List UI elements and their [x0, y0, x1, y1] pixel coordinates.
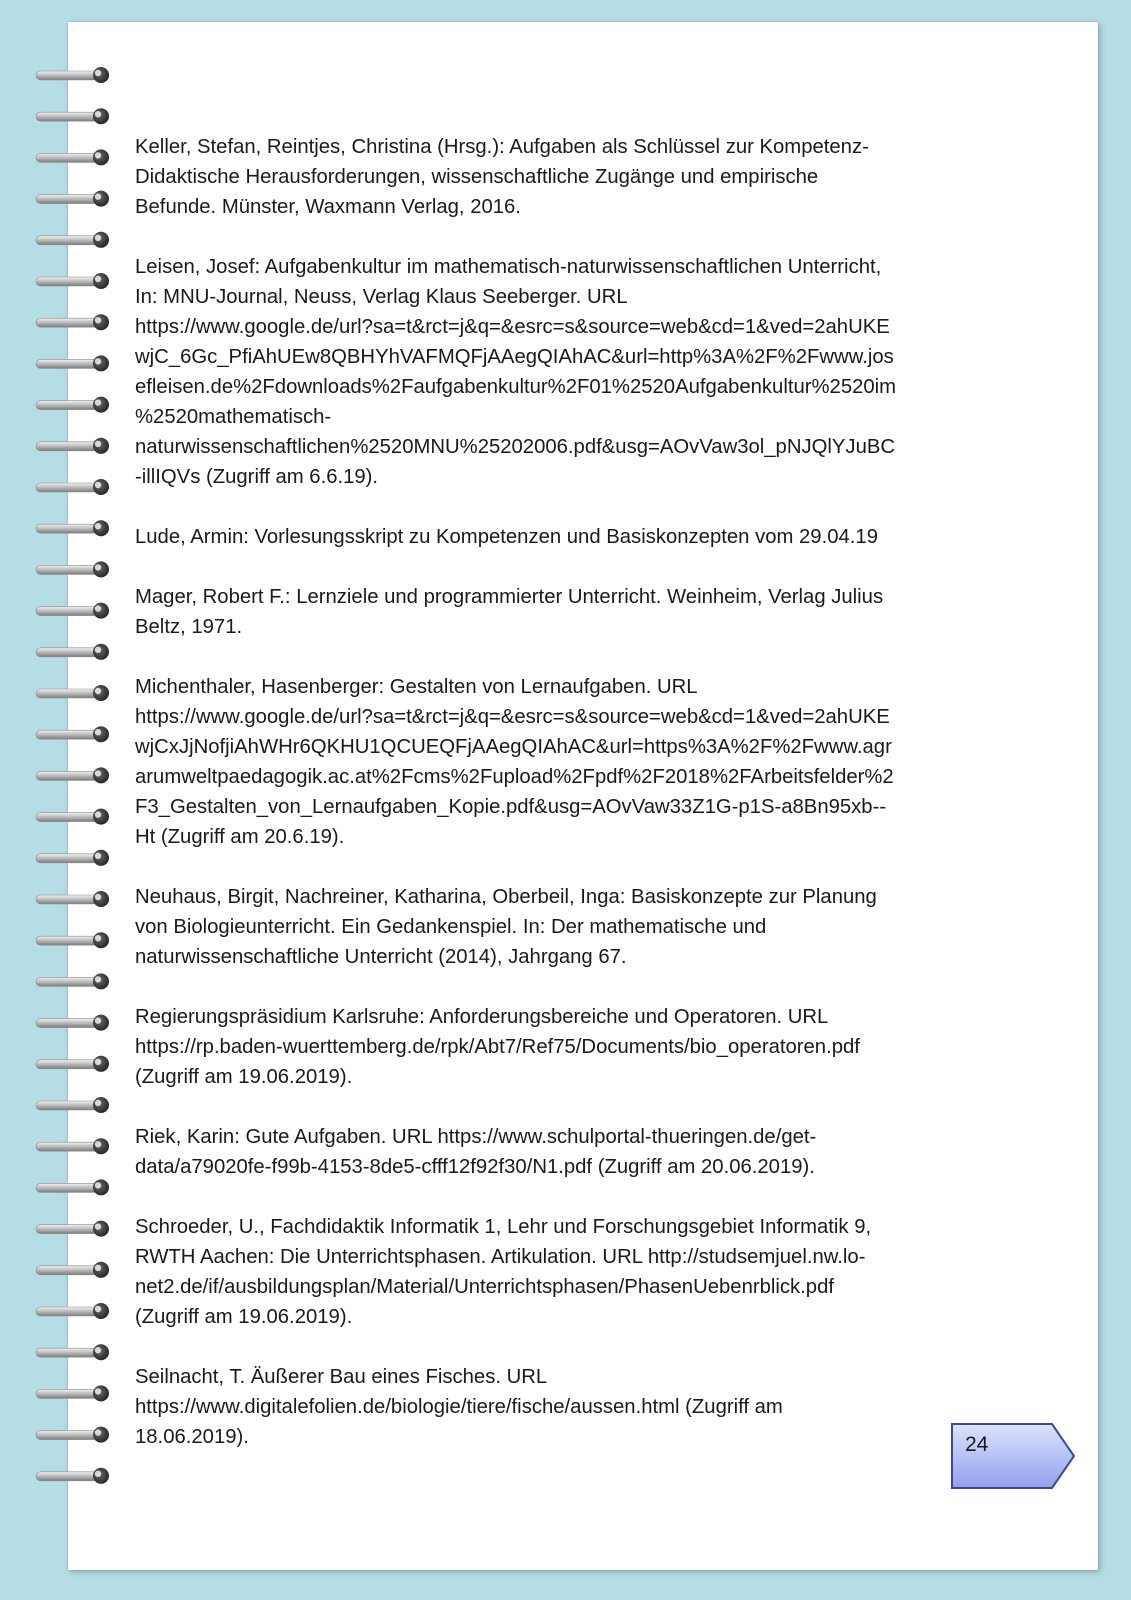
- reference-line: Beltz, 1971.: [135, 616, 243, 638]
- spiral-ring: [36, 932, 109, 948]
- spiral-ring: [36, 67, 109, 83]
- spiral-ring: [36, 1468, 109, 1484]
- reference-line: Schroeder, U., Fachdidaktik Informatik 1, Lehr und Forschungsgebiet Informatik 9,: [135, 1216, 872, 1238]
- spiral-ring: [36, 273, 109, 289]
- reference-entry: [135, 252, 995, 492]
- reference-line: RWTH Aachen: Die Unterrichtsphasen. Artikulation. URL http://studsemjuel.nw.lo-: [135, 1246, 866, 1268]
- reference-line: arumweltpaedagogik.ac.at%2Fcms%2Fupload%2Fpdf%2F2018%2FArbeitsfelder%2: [135, 766, 894, 788]
- spiral-ring: [36, 1097, 109, 1113]
- reference-line: Ht (Zugriff am 20.6.19).: [135, 826, 345, 848]
- reference-line: von Biologieunterricht. Ein Gedankenspiel. In: Der mathematische und: [135, 916, 767, 938]
- reference-entry: [135, 882, 995, 972]
- reference-line: F3_Gestalten_von_Lernaufgaben_Kopie.pdf&usg=AOvVaw33Z1G-p1S-a8Bn95xb--: [135, 796, 887, 818]
- reference-line: https://www.digitalefolien.de/biologie/tiere/fische/aussen.html (Zugriff am: [135, 1396, 783, 1418]
- reference-entry: [135, 582, 995, 642]
- reference-line: Michenthaler, Hasenberger: Gestalten von Lernaufgaben. URL: [135, 676, 698, 698]
- spiral-ring: [36, 1015, 109, 1031]
- spiral-ring: [36, 397, 109, 413]
- spiral-ring: [36, 850, 109, 866]
- spiral-ring: [36, 1138, 109, 1154]
- reference-entry: [135, 1362, 995, 1452]
- reference-entry: [135, 132, 995, 222]
- page-number: 24: [965, 1433, 989, 1456]
- reference-line: net2.de/if/ausbildungsplan/Material/Unterrichtsphasen/PhasenUebenrblick.pdf: [135, 1276, 834, 1298]
- reference-line: Regierungspräsidium Karlsruhe: Anforderungsbereiche und Operatoren. URL: [135, 1006, 829, 1028]
- reference-line: 18.06.2019).: [135, 1426, 249, 1448]
- reference-list: [135, 132, 995, 1482]
- reference-line: (Zugriff am 19.06.2019).: [135, 1306, 353, 1328]
- reference-line: https://rp.baden-wuerttemberg.de/rpk/Abt7/Ref75/Documents/bio_operatoren.pdf: [135, 1036, 860, 1058]
- spiral-ring: [36, 561, 109, 577]
- spiral-ring: [36, 973, 109, 989]
- spiral-ring: [36, 232, 109, 248]
- reference-line: Lude, Armin: Vorlesungsskript zu Kompetenzen und Basiskonzepten vom 29.04.19: [135, 526, 878, 548]
- reference-entry: [135, 522, 995, 552]
- reference-line: -illIQVs (Zugriff am 6.6.19).: [135, 466, 379, 488]
- spiral-ring: [36, 603, 109, 619]
- reference-line: In: MNU-Journal, Neuss, Verlag Klaus Seeberger. URL: [135, 286, 628, 308]
- spiral-ring: [36, 1179, 109, 1195]
- reference-line: https://www.google.de/url?sa=t&rct=j&q=&esrc=s&source=web&cd=1&ved=2ahUKE: [135, 316, 890, 338]
- spiral-ring: [36, 149, 109, 165]
- reference-line: %2520mathematisch-: [135, 406, 332, 428]
- reference-line: efleisen.de%2Fdownloads%2Faufgabenkultur%2F01%2520Aufgabenkultur%2520im: [135, 376, 897, 398]
- spiral-ring: [36, 1385, 109, 1401]
- reference-entry: [135, 1122, 995, 1182]
- reference-line: Neuhaus, Birgit, Nachreiner, Katharina, Oberbeil, Inga: Basiskonzepte zur Planung: [135, 886, 877, 908]
- reference-line: Keller, Stefan, Reintjes, Christina (Hrsg.): Aufgaben als Schlüssel zur Kompetenz-: [135, 136, 869, 158]
- reference-line: Leisen, Josef: Aufgabenkultur im mathematisch-naturwissenschaftlichen Unterricht,: [135, 256, 882, 278]
- spiral-ring: [36, 726, 109, 742]
- spiral-ring: [36, 314, 109, 330]
- spiral-ring: [36, 438, 109, 454]
- spiral-ring: [36, 644, 109, 660]
- reference-line: data/a79020fe-f99b-4153-8de5-cfff12f92f30/N1.pdf (Zugriff am 20.06.2019).: [135, 1156, 815, 1178]
- reference-line: Seilnacht, T. Äußerer Bau eines Fisches. URL: [135, 1366, 548, 1388]
- spiral-ring: [36, 1303, 109, 1319]
- reference-line: https://www.google.de/url?sa=t&rct=j&q=&esrc=s&source=web&cd=1&ved=2ahUKE: [135, 706, 890, 728]
- spiral-ring: [36, 1427, 109, 1443]
- spiral-ring: [36, 191, 109, 207]
- spiral-ring: [36, 891, 109, 907]
- spiral-ring: [36, 809, 109, 825]
- reference-line: (Zugriff am 19.06.2019).: [135, 1066, 353, 1088]
- reference-line: Mager, Robert F.: Lernziele und programmierter Unterricht. Weinheim, Verlag Julius: [135, 586, 884, 608]
- spiral-ring: [36, 1221, 109, 1237]
- reference-entry: [135, 1002, 995, 1092]
- reference-entry: [135, 1212, 995, 1332]
- reference-line: Befunde. Münster, Waxmann Verlag, 2016.: [135, 196, 521, 218]
- reference-entry: [135, 672, 995, 852]
- spiral-ring: [36, 685, 109, 701]
- spiral-ring: [36, 520, 109, 536]
- reference-line: Riek, Karin: Gute Aufgaben. URL https://www.schulportal-thueringen.de/get-: [135, 1126, 817, 1148]
- reference-line: wjCxJjNofjiAhWHr6QKHU1QCUEQFjAAegQIAhAC&url=https%3A%2F%2Fwww.agr: [135, 736, 892, 758]
- spiral-ring: [36, 108, 109, 124]
- spiral-ring: [36, 1262, 109, 1278]
- reference-line: Didaktische Herausforderungen, wissenschaftliche Zugänge und empirische: [135, 166, 819, 188]
- reference-line: wjC_6Gc_PfiAhUEw8QBHYhVAFMQFjAAegQIAhAC&url=http%3A%2F%2Fwww.jos: [135, 346, 894, 368]
- reference-line: naturwissenschaftlichen%2520MNU%25202006.pdf&usg=AOvVaw3ol_pNJQlYJuBC: [135, 436, 896, 458]
- reference-line: naturwissenschaftliche Unterricht (2014), Jahrgang 67.: [135, 946, 627, 968]
- spiral-ring: [36, 479, 109, 495]
- spiral-ring: [36, 1056, 109, 1072]
- spiral-ring: [36, 1344, 109, 1360]
- spiral-binding: [0, 0, 130, 1600]
- spiral-ring: [36, 355, 109, 371]
- spiral-ring: [36, 767, 109, 783]
